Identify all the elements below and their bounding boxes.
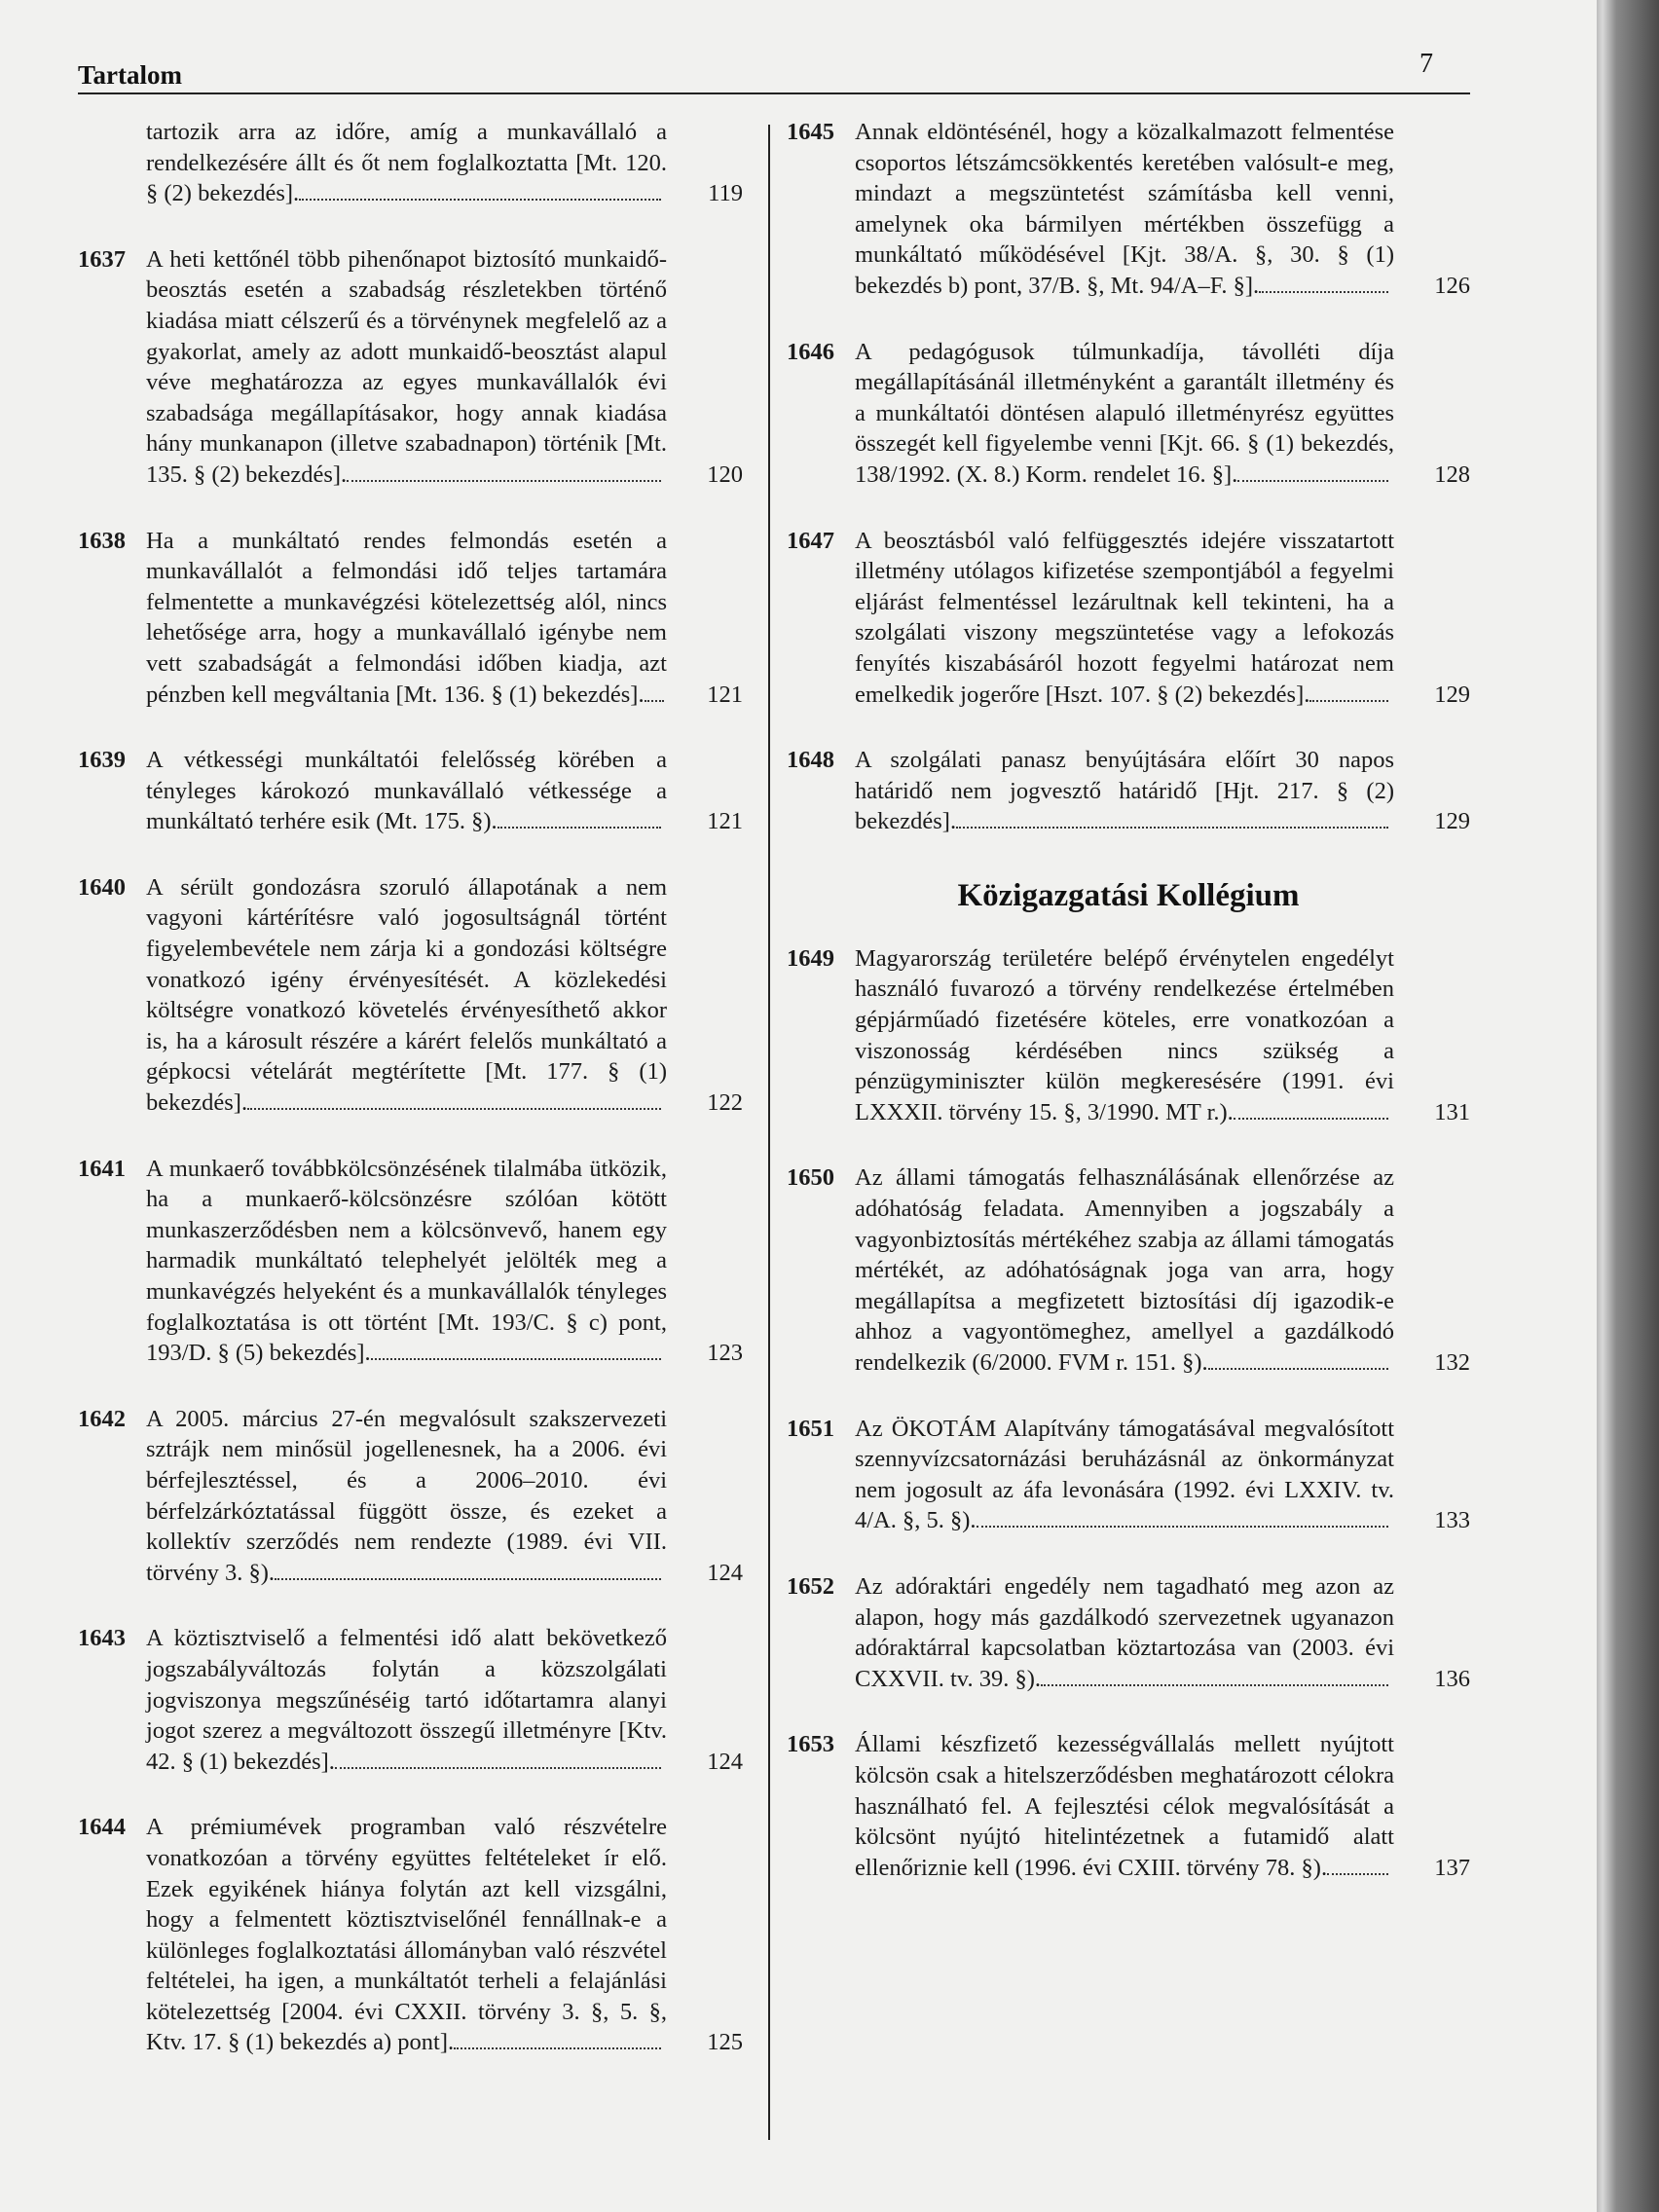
entry-text (855, 337, 1394, 491)
header-rule (78, 92, 1470, 94)
toc-entry (787, 526, 1470, 711)
toc-entry (787, 337, 1470, 491)
entry-text-content: Ha a munkáltató rendes felmondás esetén a munkavállalót a felmondási idő teljes tartamára felmentette a munkavégzési kötelezettség alól, nincs lehetősége arra, hogy a munkavállaló igénybe nem vett szabadságát a felmondási időben kiadja, azt pénzben kell megváltania [Mt. 136. § (1) bekezdés]. (146, 527, 667, 708)
toc-entry (78, 1623, 743, 1777)
page-number: 7 (1419, 49, 1433, 79)
entry-page-number: 124 (707, 1559, 743, 1586)
entry-text (855, 526, 1394, 711)
entry-text-content: A szolgálati panasz benyújtására előírt 30 napos határidő nem jogvesztő határidő [Hjt. 217. § (2) bekezdés]. (855, 747, 1394, 835)
entry-number: 1644 (78, 1814, 126, 1841)
dot-leader (454, 2038, 661, 2049)
entry-text (855, 1729, 1394, 1883)
toc-entry (78, 526, 743, 711)
entry-number: 1638 (78, 527, 126, 554)
dot-leader (1041, 1675, 1388, 1686)
left-column (78, 117, 743, 2093)
entry-page-number: 124 (707, 1748, 743, 1775)
column-divider (768, 125, 770, 2140)
entry-page-number: 129 (1434, 681, 1470, 708)
entry-page-number: 132 (1434, 1349, 1470, 1376)
entry-number: 1653 (787, 1731, 834, 1758)
dot-leader (247, 1098, 661, 1110)
toc-entry (787, 117, 1470, 302)
dot-leader (299, 189, 661, 201)
toc-entry (78, 1812, 743, 2058)
toc-entry (78, 872, 743, 1119)
toc-entry (78, 1154, 743, 1369)
right-column-section-entries (787, 943, 1470, 1883)
entry-text-content: Magyarország területére belépő érvénytelen engedélyt használó fuvarozó a törvény rendelkezése értelmében gépjárműadó fizetésére köteles, erre vonatkozóan a viszonosság kérdésében nincs szükség a pénzügyminiszter külön megkeresésére (1991. évi LXXXII. törvény 15. §, 3/1990. MT r.). (855, 944, 1394, 1125)
entry-page-number: 120 (707, 461, 743, 488)
entry-number: 1643 (78, 1625, 126, 1652)
entry-text (146, 244, 667, 491)
entry-text-content: A köztisztviselő a felmentési idő alatt bekövetkező jogszabályváltozás folytán a közszolgálati jogviszonya megszűnéséig tartó időtartamra alanyi jogot szerez a megváltozott összegű illetményre [Ktv. 42. § (1) bekezdés]. (146, 1625, 667, 1775)
toc-entry (78, 1404, 743, 1589)
toc-entry (787, 1729, 1470, 1883)
right-column (787, 117, 1470, 1918)
entry-text-content: A 2005. március 27-én megvalósult szakszervezeti sztrájk nem minősül jogellenesnek, ha a 2006. évi bérfejlesztéssel, és a 2006–2010. évi bérfelzárkóztatással függött össze, és ezeket a kollektív szerződés nem rendezte (1989. évi VII. törvény 3. §). (146, 1405, 667, 1586)
dot-leader (335, 1757, 661, 1769)
entry-text-content: Annak eldöntésénél, hogy a közalkalmazott felmentése csoportos létszámcsökkentés keretében valósult-e meg, mindazt a megszüntetést számításba kell venni, amelynek oka bármilyen mértékben összefügg a munkáltató működésével [Kjt. 38/A. §, 30. § (1) bekezdés b) pont, 37/B. §, Mt. 94/A–F. §]. (855, 119, 1394, 299)
entry-page-number: 121 (707, 808, 743, 835)
entry-text (855, 1162, 1394, 1378)
entry-number: 1646 (787, 338, 834, 365)
entry-text-content: A vétkességi munkáltatói felelősség körében a tényleges károkozó munkavállaló vétkessége a munkáltató terhére esik (Mt. 175. §). (146, 747, 667, 835)
entry-page-number: 125 (707, 2029, 743, 2056)
toc-entry (787, 745, 1470, 837)
toc-entry (787, 1162, 1470, 1378)
toc-entry (787, 1571, 1470, 1694)
dot-leader (498, 817, 661, 829)
dot-leader (1234, 1108, 1388, 1120)
entry-text-content: A heti kettőnél több pihenőnapot biztosító munkaidő-beosztás esetén a szabadság részletekben történő kiadása miatt célszerű és a törvénynek megfelelő az a gyakorlat, amely az adott munkaidő-beosztást alapul véve meghatározza az egyes munkavállalók évi szabadsága megállapításakor, hogy annak kiadása hány munkanapon (illetve szabadnapon) történik [Mt. 135. § (2) bekezdés]. (146, 245, 667, 488)
entry-text (146, 526, 667, 711)
toc-entry (787, 943, 1470, 1128)
running-header-title: Tartalom (78, 60, 182, 90)
right-column-entries (787, 117, 1470, 837)
dot-leader (1208, 1358, 1388, 1370)
entry-text (855, 1414, 1394, 1536)
entry-page-number: 131 (1434, 1098, 1470, 1125)
entry-text-content: A sérült gondozásra szoruló állapotának a nem vagyoni kártérítésre való jogosultságnál történt figyelembevétele nem zárja ki a gondozási költségre vonatkozó igény érvényesítését. A közlekedési költségre vonatkozó követelés érvényesíthető akkor is, ha a károsult részére a kárért felelős munkáltató a gépkocsi vételárát megtérítette [Mt. 177. § (1) bekezdés]. (146, 873, 667, 1117)
entry-text (146, 1404, 667, 1589)
dot-leader (645, 690, 664, 702)
entry-text-content: Az ÖKOTÁM Alapítvány támogatásával megvalósított szennyvízcsatornázási beruházásnál az önkormányzat nem jogosult az áfa levonására (1992. évi LXXIV. tv. 4/A. §, 5. §). (855, 1415, 1394, 1534)
entry-text (855, 117, 1394, 302)
entry-number: 1639 (78, 747, 126, 774)
entry-number: 1649 (787, 944, 834, 972)
entry-text (146, 1154, 667, 1369)
entry-text-content: A beosztásból való felfüggesztés idejére visszatartott illetmény utólagos kifizetése szempontjából a fegyelmi eljárást felmentéssel lezárultnak kell tekinteni, ha a szolgálati viszony megszüntetése vagy a lefokozás fenyítés kiszabásáról hozott fegyelmi határozat nem emelkedik jogerőre [Hszt. 107. § (2) bekezdés]. (855, 527, 1394, 708)
toc-entry (78, 117, 743, 209)
dot-leader (1237, 470, 1388, 482)
entry-text (146, 745, 667, 837)
toc-entry (78, 244, 743, 491)
dot-leader (1259, 281, 1388, 293)
entry-text (855, 1571, 1394, 1694)
entry-text (146, 1623, 667, 1777)
entry-number: 1640 (78, 873, 126, 901)
entry-page-number: 126 (1434, 272, 1470, 299)
dot-leader (347, 470, 661, 482)
dot-leader (275, 1568, 661, 1580)
entry-number: 1650 (787, 1164, 834, 1192)
section-heading: Közigazgatási Kollégium (957, 877, 1300, 913)
entry-number: 1645 (787, 119, 834, 145)
entry-page-number: 137 (1434, 1854, 1470, 1881)
entry-text-content: Az állami támogatás felhasználásának ellenőrzése az adóhatóság feladata. Amennyiben a jogszabály a vagyonbiztosítás mértékéhez szabja az állami támogatás mértékét, az adóhatóságnak joga van arra, hogy megállapítsa a megfizetett biztosítási díj igazodik-e ahhoz a vagyontömeghez, amellyel a gazdálkodó rendelkezik (6/2000. FVM r. 151. §). (855, 1164, 1394, 1376)
entry-text-content: A munkaerő továbbkölcsönzésének tilalmába ütközik, ha a munkaerő-kölcsönzésre szólóan kötött munkaszerződésben nem a kölcsönvevő, hanem egy harmadik munkáltató telephelyét jelölték meg a munkavégzés helyeként és a munkavállalók tényleges foglalkoztatása is ott történt [Mt. 193/C. § c) pont, 193/D. § (5) bekezdés]. (146, 1155, 667, 1367)
entry-text (146, 1812, 667, 2058)
entry-text-content: A pedagógusok túlmunkadíja, távolléti díja megállapításánál illetményként a garantált illetmény és a munkáltatói döntésen alapuló illetményrész együttes összegét kell figyelembe venni [Kjt. 66. § (1) bekezdés, 138/1992. (X. 8.) Korm. rendelet 16. §]. (855, 338, 1394, 488)
entry-number: 1637 (78, 245, 126, 273)
entry-page-number: 121 (707, 681, 743, 708)
toc-entry (787, 1414, 1470, 1536)
entry-page-number: 119 (708, 180, 743, 207)
entry-number: 1651 (787, 1415, 834, 1442)
entry-text (146, 117, 667, 209)
entry-page-number: 128 (1434, 461, 1470, 488)
entry-text (855, 745, 1394, 837)
entry-number: 1652 (787, 1572, 834, 1600)
dot-leader (1327, 1863, 1388, 1875)
entry-page-number: 122 (707, 1089, 743, 1117)
entry-text (855, 943, 1394, 1128)
entry-text-content: Állami készfizető kezességvállalás mellett nyújtott kölcsön csak a hitelszerződésben meghatározott célokra használható fel. A fejlesztési célok megvalósítását a kölcsönt nyújtó hitelintézetnek a futamidő alatt ellenőriznie kell (1996. évi CXIII. törvény 78. §). (855, 1731, 1394, 1881)
entry-text-content: A prémiumévek programban való részvételre vonatkozóan a törvény együttes feltételeket ír elő. Ezek egyikének hiánya folytán azt kell vizsgálni, hogy a felmentett köztisztviselőnél fennállnak-e a különleges foglalkoztatási állományban való részvétel feltételei, ha igen, a munkáltatót terheli a felajánlási kötelezettség [2004. évi CXXII. törvény 3. §, 5. §, Ktv. 17. § (1) bekezdés a) pont]. (146, 1814, 667, 2056)
entry-page-number: 129 (1434, 808, 1470, 835)
entry-text (146, 872, 667, 1119)
dot-leader (371, 1348, 661, 1360)
entry-number: 1641 (78, 1155, 126, 1182)
book-edge (1597, 0, 1659, 2212)
entry-text-content: Az adóraktári engedély nem tagadható meg azon az alapon, hogy más gazdálkodó szervezetnek ugyanazon adóraktárral kapcsolatban köztartozása van (2003. évi CXXVII. tv. 39. §). (855, 1572, 1394, 1692)
entry-number: 1642 (78, 1405, 126, 1432)
entry-text-content: tartozik arra az időre, amíg a munkavállaló a rendelkezésére állt és őt nem foglalkoztatta [Mt. 120. § (2) bekezdés]. (146, 119, 667, 207)
entry-page-number: 136 (1434, 1665, 1470, 1692)
entry-number: 1648 (787, 747, 834, 774)
entry-number: 1647 (787, 527, 834, 554)
dot-leader (956, 817, 1388, 829)
dot-leader (1309, 690, 1388, 702)
toc-entry (78, 745, 743, 837)
entry-page-number: 123 (707, 1340, 743, 1367)
entry-page-number: 133 (1434, 1507, 1470, 1534)
dot-leader (977, 1516, 1388, 1528)
